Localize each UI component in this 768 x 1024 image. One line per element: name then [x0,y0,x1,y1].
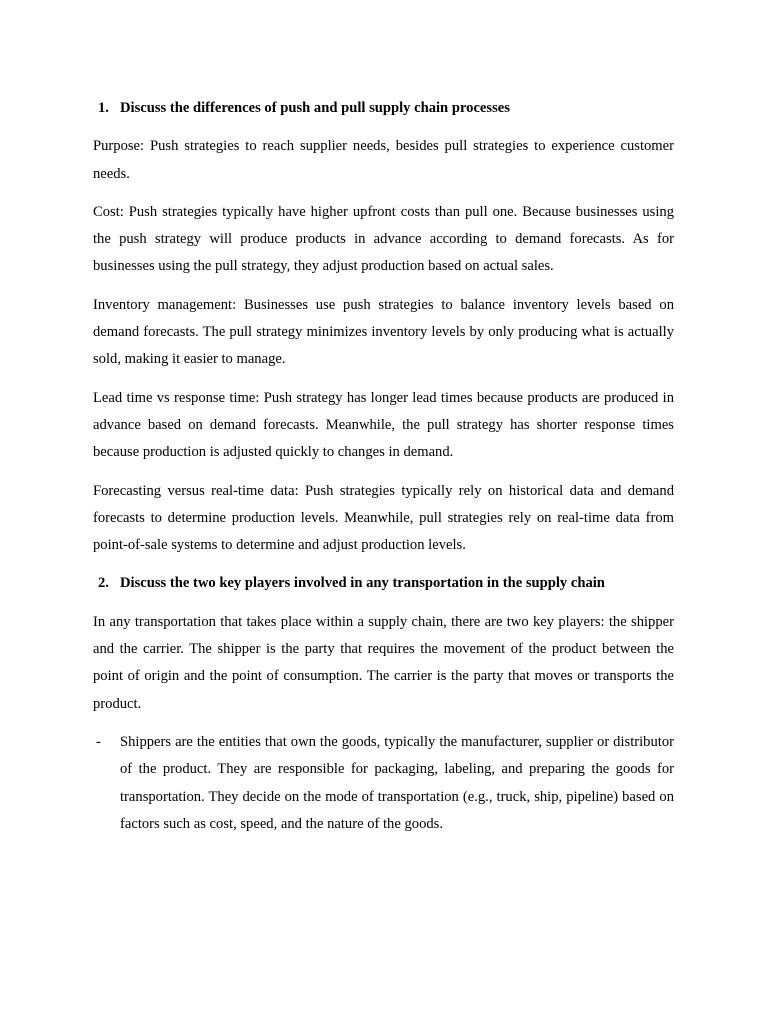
transportation-paragraph: In any transportation that takes place within a supply chain, there are two key players: the shipper and the carrier. The shipper is the party that requires the movement of the product between the point of origin and the point of consumption. The carrier is the party that moves or transports the product. [93,613,674,712]
forecasting-paragraph: Forecasting versus real-time data: Push strategies typically rely on historical data and demand forecasts to determine production levels. Meanwhile, pull strategies rely on real-time data from point-of-sale systems to determine and adjust production levels. [93,482,674,554]
section-2-number: 2. [98,575,109,592]
list-item [93,729,674,838]
section-2-heading [93,570,674,597]
section-1-number: 1. [98,100,109,116]
cost-paragraph: Cost: Push strategies typically have higher upfront costs than pull one. Because businesses using the push strategy will produce products in advance according to demand forecasts. As for businesses using the pull strategy, they adjust production based on actual sales. [93,203,674,275]
shippers-bullet-text: Shippers are the entities that own the goods, typically the manufacturer, supplier or distributor of the product. They are responsible for packaging, labeling, and preparing the goods for transportation. They decide on the mode of transportation (e.g., truck, ship, pipeline) based on factors such as cost, speed, and the nature of the goods. [120,733,674,832]
lead-time-paragraph: Lead time vs response time: Push strategy has longer lead times because products are produced in advance based on demand forecasts. Meanwhile, the pull strategy has shorter response times because production is adjusted quickly to changes in demand. [93,389,674,461]
section-1-title: Discuss the differences of push and pull supply chain processes [120,100,510,116]
document-page [93,95,674,838]
purpose-paragraph: Purpose: Push strategies to reach supplier needs, besides pull strategies to experience customer needs. [93,138,674,182]
section-2-title: Discuss the two key players involved in any transportation in the supply chain [120,575,605,592]
section-1-heading [93,95,674,122]
inventory-paragraph: Inventory management: Businesses use push strategies to balance inventory levels based on demand forecasts. The pull strategy minimizes inventory levels by only producing what is actually sold, making it easier to manage. [93,296,674,368]
bullet-dash: - [96,733,101,750]
